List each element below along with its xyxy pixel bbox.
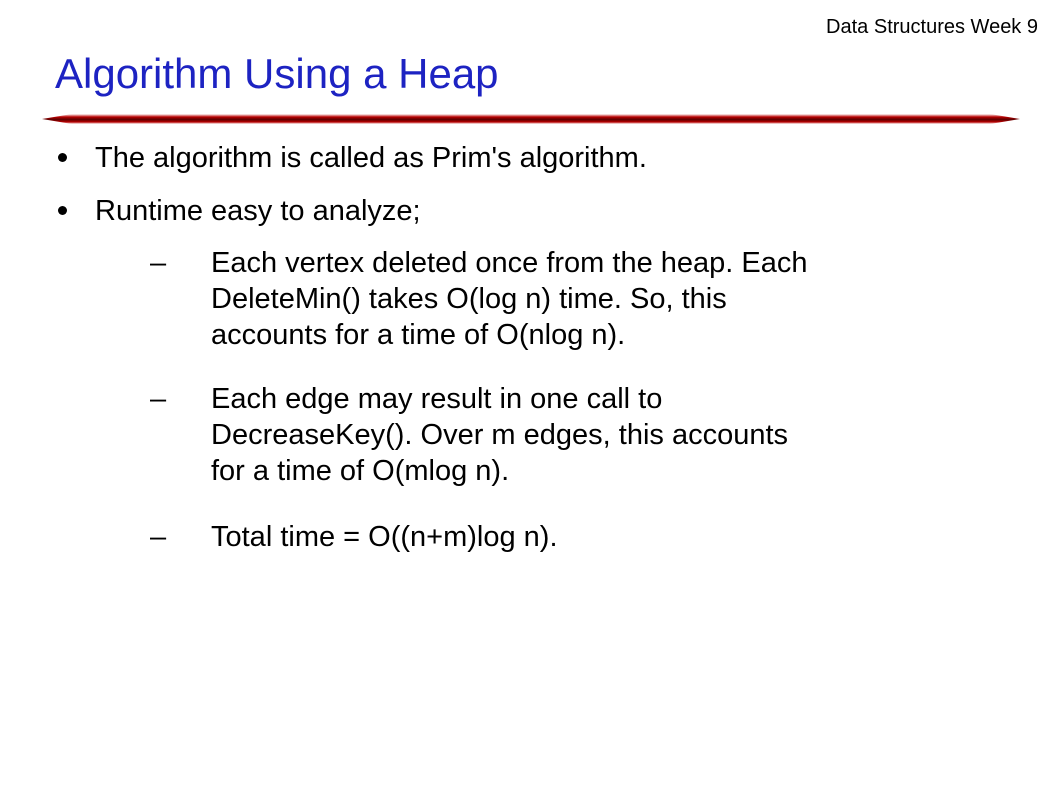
- sub-bullet-item: [150, 519, 990, 555]
- sub-bullet-line: Each vertex deleted once from the heap. Each: [211, 247, 808, 279]
- dash-marker-icon: –: [150, 247, 167, 279]
- course-week-label: Data Structures Week 9: [826, 16, 1038, 38]
- sub-bullet-text: [211, 519, 990, 555]
- bullet-text: Runtime easy to analyze;: [95, 195, 421, 227]
- slide-title: Algorithm Using a Heap: [55, 50, 499, 97]
- sub-bullet-item: [150, 381, 990, 489]
- bullet-dot-icon: [58, 153, 67, 162]
- bullet-dot-icon: [58, 206, 67, 215]
- sub-bullet-text: [211, 245, 990, 353]
- sub-bullet-line: for a time of O(mlog n).: [211, 455, 510, 487]
- sub-bullet-line: Each edge may result in one call to: [211, 383, 663, 415]
- sub-bullet-line: accounts for a time of O(nlog n).: [211, 319, 626, 351]
- sub-bullet-line: DeleteMin() takes O(log n) time. So, this: [211, 283, 727, 315]
- sub-bullet-line: DecreaseKey(). Over m edges, this accounts: [211, 419, 789, 451]
- dash-marker-icon: –: [150, 383, 167, 415]
- title-divider-rule: [42, 113, 1020, 125]
- bullet-text: The algorithm is called as Prim's algorithm.: [95, 142, 647, 174]
- dash-marker-icon: –: [150, 521, 167, 553]
- sub-bullet-text: [211, 381, 990, 489]
- sub-bullet-line: Total time = O((n+m)log n).: [211, 521, 558, 553]
- sub-bullet-item: [150, 245, 990, 353]
